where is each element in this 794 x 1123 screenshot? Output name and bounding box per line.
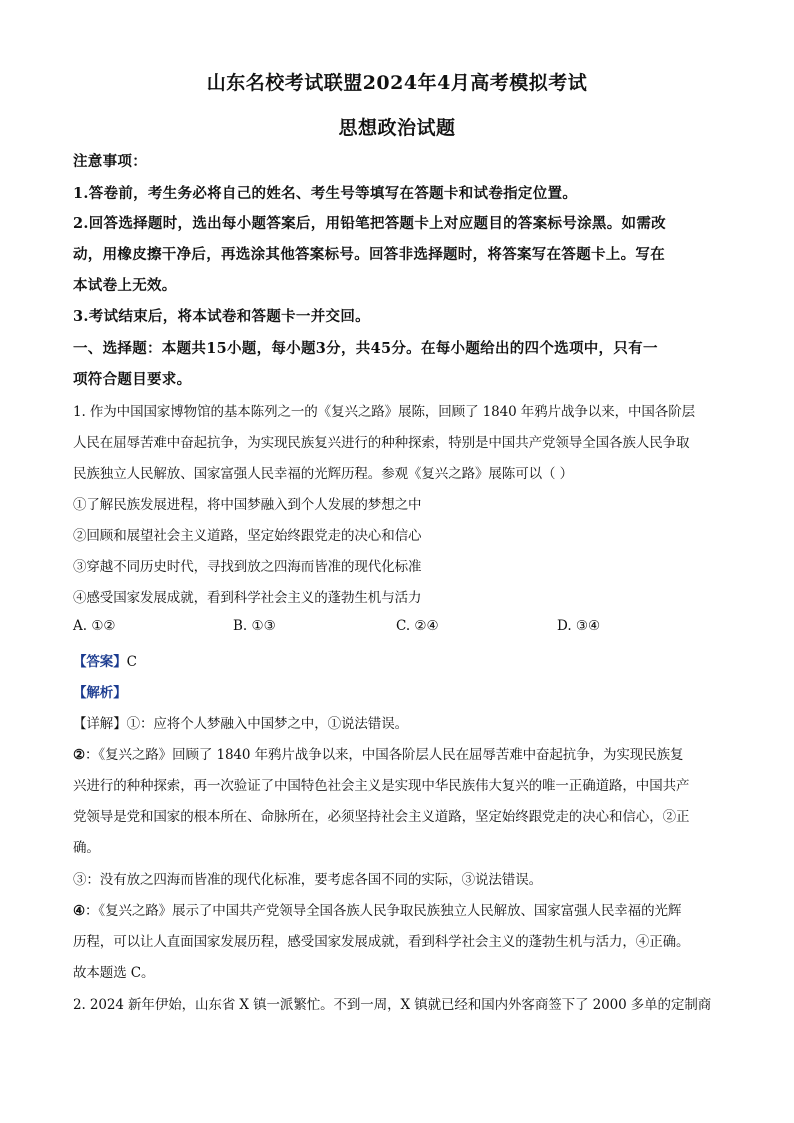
note-item-1: 1.答卷前，考生务必将自己的姓名、考生号等填写在答题卡和试卷指定位置。 [73,185,578,202]
q1-statement-2: ②回顾和展望社会主义道路，坚定始终跟党走的决心和信心 [73,528,422,544]
section-1-heading-line-1: 一、选择题：本题共15小题，每小题3分，共45分。在每小题给出的四个选项中，只有一 [73,340,658,357]
answer-tag: 【答案】 [73,654,127,670]
notes-heading: 注意事项： [73,153,147,170]
detail-item-2-line-2: 兴进行的种种探索，再一次验证了中国特色社会主义是实现中华民族伟大复兴的唯一正确道路，中国共产 [73,778,690,794]
detail-item-2-line-1 [73,743,723,763]
q1-option-b: B. ①③ [233,618,276,634]
exam-subtitle: 思想政治试题 [338,117,456,139]
q1-statement-3: ③穿越不同历史时代，寻找到放之四海而皆准的现代化标准 [73,559,422,575]
detail-item-3: ③：没有放之四海而皆准的现代化标准，要考虑各国不同的实际，③说法错误。 [73,872,542,888]
q1-statement-1: ①了解民族发展进程，将中国梦融入到个人发展的梦想之中 [73,497,422,513]
detail-item-1: ①：应将个人梦融入中国梦之中，①说法错误。 [126,716,409,732]
q1-option-a: A. ①② [73,618,116,634]
q1-statement-4: ④感受国家发展成就，看到科学社会主义的蓬勃生机与活力 [73,590,422,606]
q1-stem-line-1: 1. 作为中国国家博物馆的基本陈列之一的《复兴之路》展陈，回顾了 1840 年鸦片战争以来，中国各阶层 [73,404,696,420]
detail-item-2-text: ：《复兴之路》回顾了 1840 年鸦片战争以来，中国各阶层人民在屈辱苦难中奋起抗争，为实现民族复 [85,747,684,763]
detail-item-4-text: ：《复兴之路》展示了中国共产党领导全国各族人民争取民族独立人民解放、国家富强人民幸福的光辉 [85,903,682,919]
q1-stem-line-2: 人民在屈辱苦难中奋起抗争，为实现民族复兴进行的种种探索，特别是中国共产党领导全国各族人民争取 [73,435,690,451]
detail-tag: 【详解】 [73,716,127,732]
note-item-2-line-1: 2.回答选择题时，选出每小题答案后，用铅笔把答题卡上对应题目的答案标号涂黑。如需改 [73,215,666,232]
detail-item-2-line-4: 确。 [73,840,100,856]
note-item-2-line-2: 动，用橡皮擦干净后，再选涂其他答案标号。回答非选择题时，将答案写在答题卡上。写在 [73,246,665,263]
answer-value: C [126,654,137,670]
q1-analysis-row [73,681,723,701]
q1-option-c: C. ②④ [396,618,439,634]
q1-conclusion: 故本题选 C。 [73,965,155,981]
detail-item-4-mark: ④ [73,903,86,919]
q1-detail-row [73,712,723,732]
q2-stem-line-1: 2. 2024 新年伊始，山东省 X 镇一派繁忙。不到一周，X 镇就已经和国内外客商签下了 2000 多单的定制商 [73,997,712,1013]
analysis-tag: 【解析】 [73,685,127,701]
detail-item-2-mark: ② [73,747,86,763]
q1-option-d: D. ③④ [557,618,601,634]
q1-answer-row [73,650,723,670]
exam-title: 山东名校考试联盟2024年4月高考模拟考试 [206,72,588,94]
note-item-2-line-3: 本试卷上无效。 [73,277,177,294]
q1-stem-line-3: 民族独立人民解放、国家富强人民幸福的光辉历程。参观《复兴之路》展陈可以（ ） [73,466,573,482]
detail-item-4-line-1 [73,899,723,919]
detail-item-2-line-3: 党领导是党和国家的根本所在、命脉所在，必须坚持社会主义道路，坚定始终跟党走的决心和信心，②正 [73,809,690,825]
detail-item-4-line-2: 历程，可以让人直面国家发展历程，感受国家发展成就，看到科学社会主义的蓬勃生机与活力，④正确。 [73,934,690,950]
section-1-heading-line-2: 项符合题目要求。 [73,371,192,388]
note-item-3: 3.考试结束后，将本试卷和答题卡一并交回。 [73,308,370,325]
